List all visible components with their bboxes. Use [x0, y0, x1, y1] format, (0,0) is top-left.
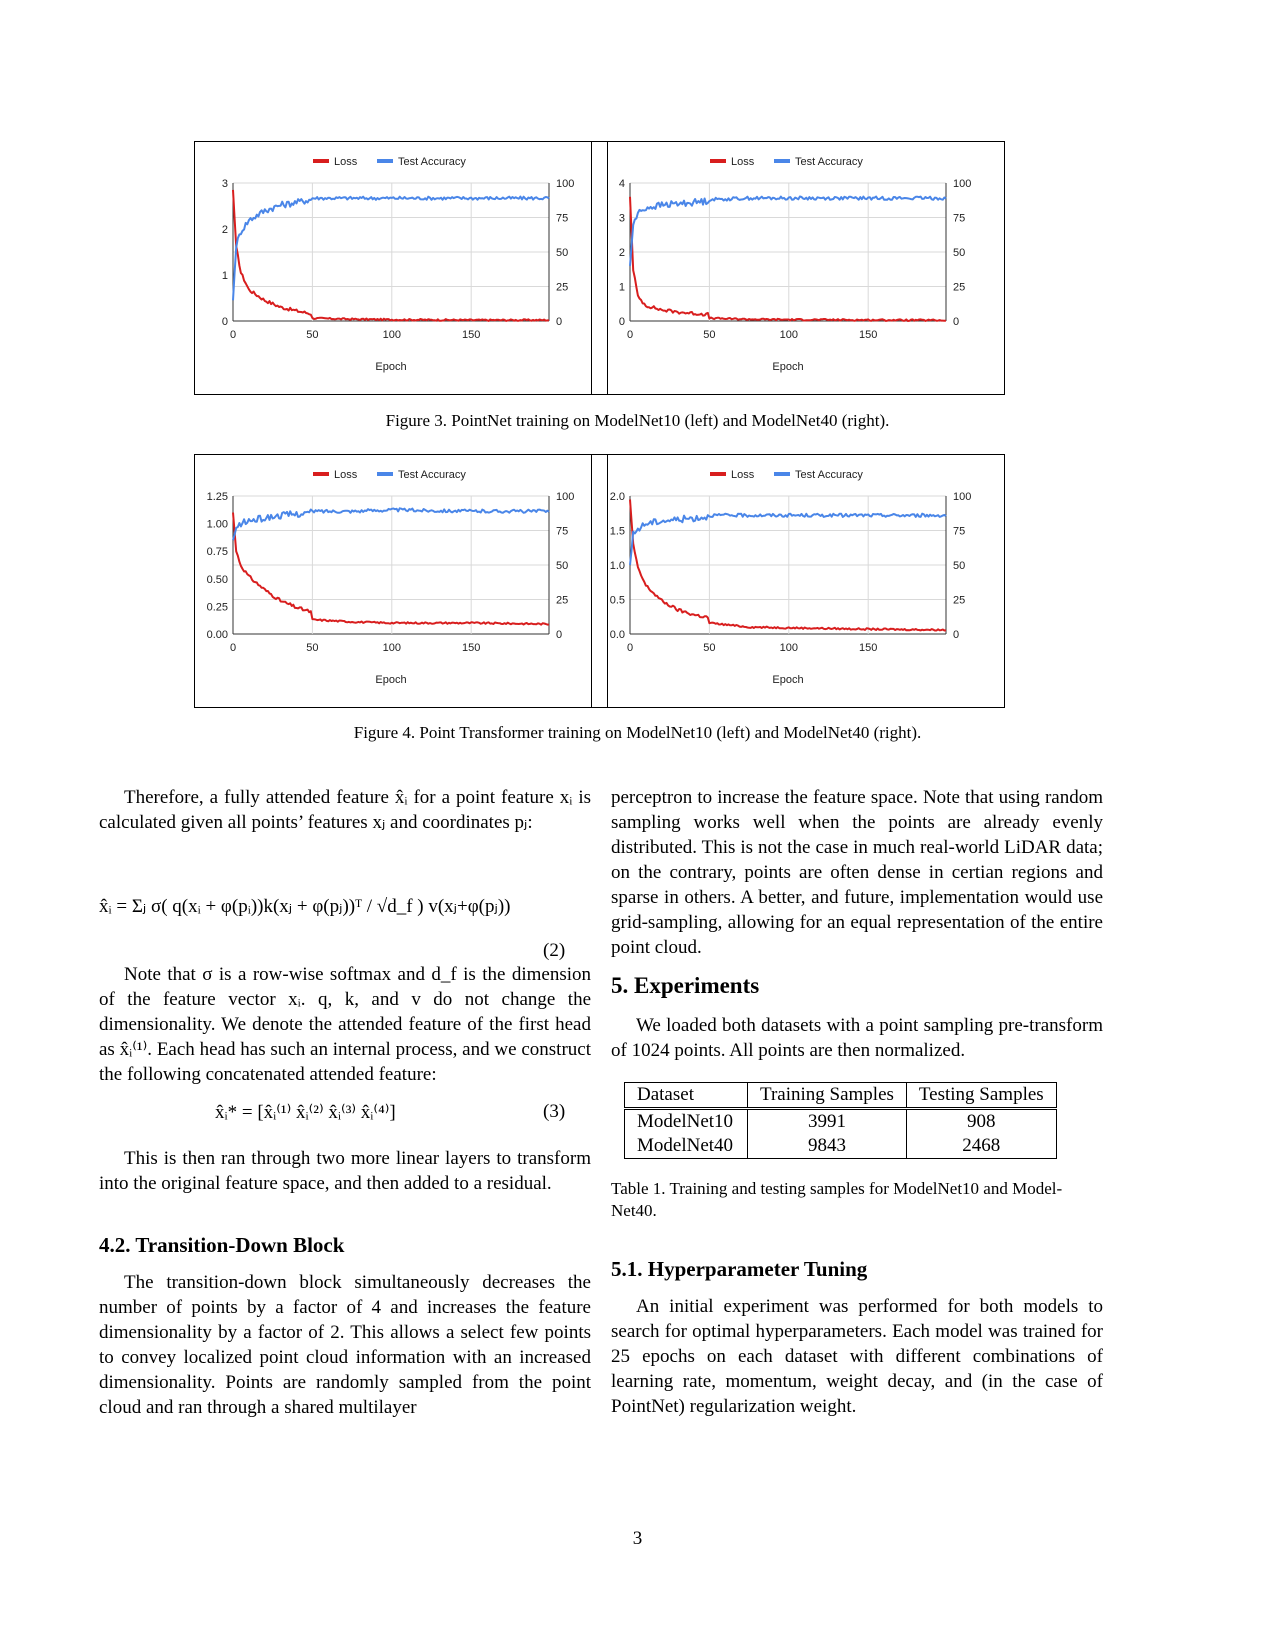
- equation-3: x̂ᵢ* = [x̂ᵢ⁽¹⁾ x̂ᵢ⁽²⁾ x̂ᵢ⁽³⁾ x̂ᵢ⁽⁴⁾]: [215, 1102, 396, 1123]
- y-tick-label-right: 50: [953, 247, 966, 259]
- y-tick-label-left: 2: [618, 247, 625, 259]
- paragraph: Therefore, a fully attended feature x̂ᵢ for a point feature xᵢ is calculated given all points’ features xⱼ and coordinates pⱼ:: [99, 787, 591, 833]
- y-tick-label-left: 0.50: [206, 573, 228, 586]
- x-tick-label: 0: [626, 329, 634, 341]
- fig4-right-chart: [591, 454, 1005, 708]
- section-heading-4-2: 4.2. Transition-Down Block: [99, 1233, 345, 1257]
- y-tick-label-right: 25: [556, 594, 569, 607]
- y-tick-label-right: 0: [953, 629, 960, 641]
- paragraph: The transition-down block simultaneously decreases the number of points by a factor of 4 and increases the feature dimensionality by a factor of 2. This allows a select few points to convey localized point cloud information with an increased dimensionality. Points are randomly sampled from the point cloud and ran through a shared multilayer: [99, 1272, 591, 1418]
- y-tick-label-left: 2.0: [609, 491, 625, 503]
- y-tick-label-right: 0: [953, 316, 960, 328]
- y-tick-label-left: 1.00: [206, 518, 228, 531]
- dataset-table: [624, 1082, 1057, 1159]
- series-line-accuracy: [233, 197, 549, 301]
- y-tick-label-left: 0.0: [609, 629, 625, 641]
- figure-3-caption: Figure 3. PointNet training on ModelNet10 (left) and ModelNet40 (right).: [385, 411, 890, 430]
- x-tick-label: 100: [779, 329, 798, 341]
- table-cell: 3991: [748, 1109, 907, 1135]
- left-column-4: [99, 1270, 591, 1420]
- left-column-2: [99, 962, 591, 1087]
- y-tick-label-right: 25: [953, 281, 966, 294]
- series-line-loss: [233, 190, 549, 321]
- y-tick-label-right: 75: [953, 525, 966, 538]
- y-tick-label-right: 75: [556, 525, 569, 538]
- x-tick-label: 50: [703, 329, 716, 341]
- y-tick-label-left: 1.0: [609, 560, 625, 572]
- chart-svg: [592, 142, 1004, 394]
- x-axis-title: Epoch: [375, 674, 407, 686]
- y-tick-label-right: 25: [556, 281, 569, 294]
- y-tick-label-right: 75: [556, 212, 569, 225]
- left-column-3: [99, 1146, 591, 1196]
- table-1-caption: Table 1. Training and testing samples for ModelNet10 and Model-Net40.: [611, 1179, 1063, 1220]
- y-tick-label-left: 3: [618, 212, 625, 225]
- x-axis-title: Epoch: [772, 674, 804, 686]
- y-tick-label-right: 50: [953, 560, 966, 572]
- y-tick-label-right: 50: [556, 247, 569, 259]
- x-tick-label: 150: [462, 642, 481, 654]
- y-tick-label-left: 1: [221, 270, 228, 282]
- left-column: [99, 785, 591, 835]
- x-axis-title: Epoch: [772, 361, 804, 373]
- right-column: [611, 785, 1103, 960]
- legend-label: Test Accuracy: [795, 469, 863, 481]
- equation-3-number: (3): [543, 1101, 566, 1122]
- y-tick-label-right: 0: [556, 316, 563, 328]
- y-tick-label-left: 2: [221, 224, 228, 236]
- figure-4-caption: Figure 4. Point Transformer training on ModelNet10 (left) and ModelNet40 (right).: [353, 723, 922, 742]
- x-tick-label: 100: [382, 329, 401, 341]
- y-tick-label-left: 0: [221, 316, 228, 328]
- section-heading-5-1: 5.1. Hyperparameter Tuning: [611, 1257, 868, 1281]
- y-tick-label-left: 0.75: [206, 546, 228, 559]
- table-cell: 9843: [748, 1134, 907, 1159]
- fig4-left-chart: [194, 454, 608, 708]
- legend-label: Test Accuracy: [398, 469, 466, 481]
- equation-2-number: (2): [543, 940, 566, 961]
- table-header: Dataset: [625, 1083, 748, 1109]
- y-tick-label-left: 1.5: [609, 525, 625, 538]
- x-tick-label: 50: [306, 642, 319, 654]
- y-tick-label-right: 100: [953, 178, 972, 190]
- x-tick-label: 50: [703, 642, 716, 654]
- x-tick-label: 100: [382, 642, 401, 654]
- y-tick-label-right: 100: [953, 491, 972, 503]
- x-tick-label: 50: [306, 329, 319, 341]
- x-axis-title: Epoch: [375, 361, 407, 373]
- y-tick-label-left: 1.25: [206, 491, 228, 503]
- series-line-accuracy: [630, 197, 946, 266]
- table-cell: ModelNet40: [625, 1134, 748, 1159]
- x-tick-label: 0: [229, 329, 237, 341]
- series-line-loss: [233, 513, 549, 625]
- right-column-3: [611, 1294, 1103, 1419]
- chart-svg: [592, 455, 1004, 707]
- chart-svg: [195, 455, 607, 707]
- y-tick-label-left: 0.5: [609, 594, 625, 607]
- legend-label: Loss: [731, 156, 755, 168]
- section-heading-5: 5. Experiments: [611, 973, 760, 998]
- x-tick-label: 150: [859, 329, 878, 341]
- fig3-left-chart: [194, 141, 608, 395]
- y-tick-label-right: 100: [556, 178, 575, 190]
- paragraph: We loaded both datasets with a point sampling pre-transform of 1024 points. All points are then normalized.: [611, 1015, 1103, 1061]
- x-tick-label: 0: [229, 642, 237, 654]
- paragraph: This is then ran through two more linear layers to transform into the original feature space, and then added to a residual.: [99, 1148, 591, 1194]
- legend-label: Test Accuracy: [398, 156, 466, 168]
- table-cell: 2468: [906, 1134, 1056, 1159]
- y-tick-label-left: 4: [618, 178, 625, 190]
- legend-label: Loss: [334, 469, 358, 481]
- page-number: 3: [632, 1528, 643, 1549]
- y-tick-label-right: 100: [556, 491, 575, 503]
- y-tick-label-right: 50: [556, 560, 569, 572]
- x-tick-label: 0: [626, 642, 634, 654]
- series-line-loss: [630, 197, 946, 321]
- y-tick-label-right: 75: [953, 212, 966, 225]
- y-tick-label-left: 0: [618, 316, 625, 328]
- y-tick-label-left: 0.25: [206, 601, 228, 614]
- table-cell: ModelNet10: [625, 1109, 748, 1135]
- legend-label: Loss: [334, 156, 358, 168]
- y-tick-label-right: 0: [556, 629, 563, 641]
- table-header: Testing Samples: [906, 1083, 1056, 1109]
- paragraph: perceptron to increase the feature space. Note that using random sampling works well when the points are already evenly distributed. This is not the case in much real-world LiDAR data; on the contrary, points are often dense in certian regions and sparse in others. A better, and future, implementation would use grid-sampling, allowing for an equal representation of the entire point cloud.: [611, 787, 1103, 958]
- equation-2: x̂ᵢ = Σⱼ σ( q(xᵢ + φ(pᵢ))k(xⱼ + φ(pⱼ))ᵀ / √d_f ) v(xⱼ+φ(pⱼ)): [99, 896, 511, 917]
- x-tick-label: 150: [859, 642, 878, 654]
- legend-label: Test Accuracy: [795, 156, 863, 168]
- paragraph: An initial experiment was performed for both models to search for optimal hyperparameters. Each model was trained for 25 epochs on each dataset with different combinations of learning rate, momentum, weight decay, and (in the case of PointNet) regularization weight.: [611, 1296, 1103, 1417]
- y-tick-label-left: 3: [221, 178, 228, 190]
- chart-svg: [195, 142, 607, 394]
- y-tick-label-left: 1: [618, 281, 625, 294]
- right-column-2: [611, 1013, 1103, 1063]
- fig3-right-chart: [591, 141, 1005, 395]
- y-tick-label-right: 25: [953, 594, 966, 607]
- x-tick-label: 100: [779, 642, 798, 654]
- table-header: Training Samples: [748, 1083, 907, 1109]
- paragraph: Note that σ is a row-wise softmax and d_f is the dimension of the feature vector xᵢ. q, k, and v do not change the dimensionality. We denote the attended feature of the first head as x̂ᵢ⁽¹⁾. Each head has such an internal process, and we construct the following concatenated attended feature:: [99, 964, 591, 1085]
- table-cell: 908: [906, 1109, 1056, 1135]
- series-line-accuracy: [233, 508, 549, 540]
- series-line-accuracy: [630, 514, 946, 565]
- y-tick-label-left: 0.00: [206, 629, 228, 641]
- legend-label: Loss: [731, 469, 755, 481]
- x-tick-label: 150: [462, 329, 481, 341]
